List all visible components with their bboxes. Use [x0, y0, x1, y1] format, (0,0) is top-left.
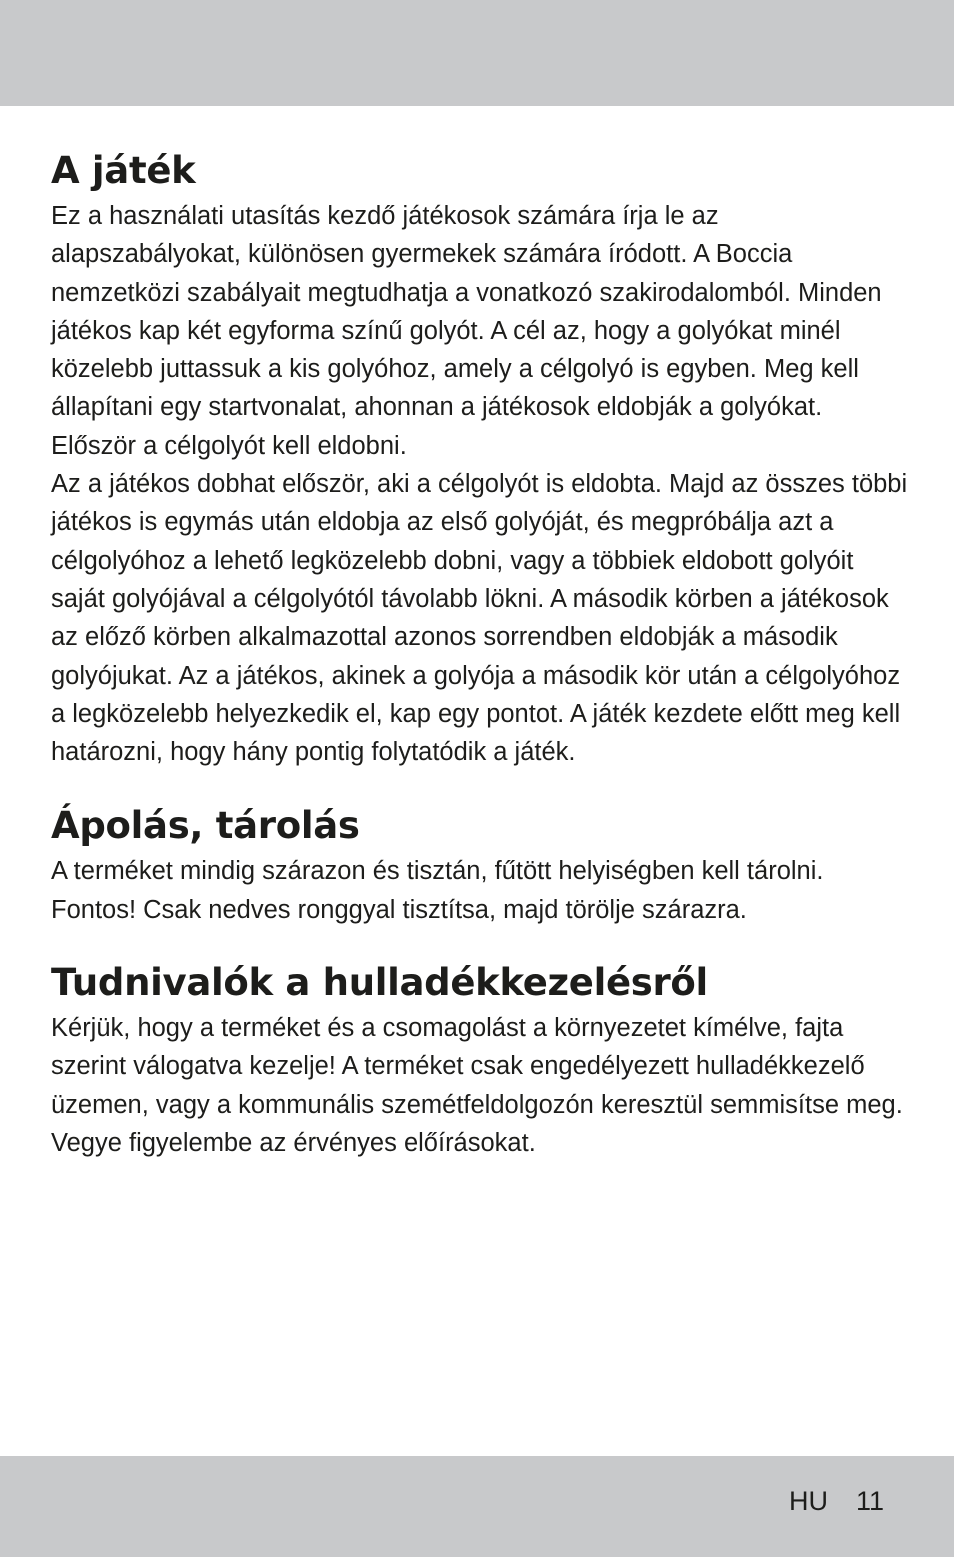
paragraph-rules-play: Az a játékos dobhat először, aki a célgolyót is eldobta. Majd az összes többi játékos is egymás után eldobja az első golyóját, és megpróbálja azt a célgolyóhoz a lehető legközelebb dobni, vagy a többiek eldobott golyóit saját golyójával a célgolyótól távolabb lökni. A második körben a játékosok az előző körben alkalmazottal azonos sorrendben eldobják a második golyójukat. Az a játékos, akinek a golyója a második kör után a célgolyóhoz a legközelebb helyezkedik el, kap egy pontot. A játék kezdete előtt meg kell határozni, hogy hány pontig folytatódik a játék. [51, 470, 908, 767]
page-footer [789, 1483, 884, 1519]
section-apolas-tarolas [51, 800, 911, 929]
section-hulladekkezeles [51, 957, 911, 1162]
paragraph-rules-intro: Ez a használati utasítás kezdő játékosok számára írja le az alapszabályokat, különösen gyermekek számára íródott. A Boccia nemzetközi szabályait megtudhatja a vonatkozó szakirodalomból. Minden játékos kap két egyforma színű golyót. A cél az, hogy a golyókat minél közelebb juttassuk a kis golyóhoz, amely a célgolyó is egyben. Meg kell állapítani egy startvonalat, ahonnan a játékosok eldobják a golyókat. Először a célgolyót kell eldobni. [51, 202, 882, 460]
section-heading-hulladekkezeles: Tudnivalók a hulladékkezelésről [51, 961, 708, 1005]
section-heading-apolas-tarolas: Ápolás, tárolás [51, 804, 360, 848]
section-a-jatek [51, 145, 911, 771]
top-header-band [0, 0, 954, 106]
paragraph-care-storage: A terméket mindig szárazon és tisztán, fűtött helyiségben kell tárolni. Fontos! Csak nedves ronggyal tisztítsa, majd törölje szárazra. [51, 857, 824, 924]
page-number: 11 [855, 1486, 884, 1516]
language-code: HU [788, 1486, 828, 1516]
paragraph-disposal: Kérjük, hogy a terméket és a csomagolást a környezetet kímélve, fajta szerint válogatva kezelje! A terméket csak engedélyezett hulladékkezelő üzemen, vagy a kommunális szemétfeldolgozón keresztül semmisítse meg. Vegye figyelembe az érvényes előírásokat. [51, 1014, 903, 1157]
section-heading-a-jatek: A játék [51, 149, 196, 192]
page-content [51, 145, 911, 1162]
